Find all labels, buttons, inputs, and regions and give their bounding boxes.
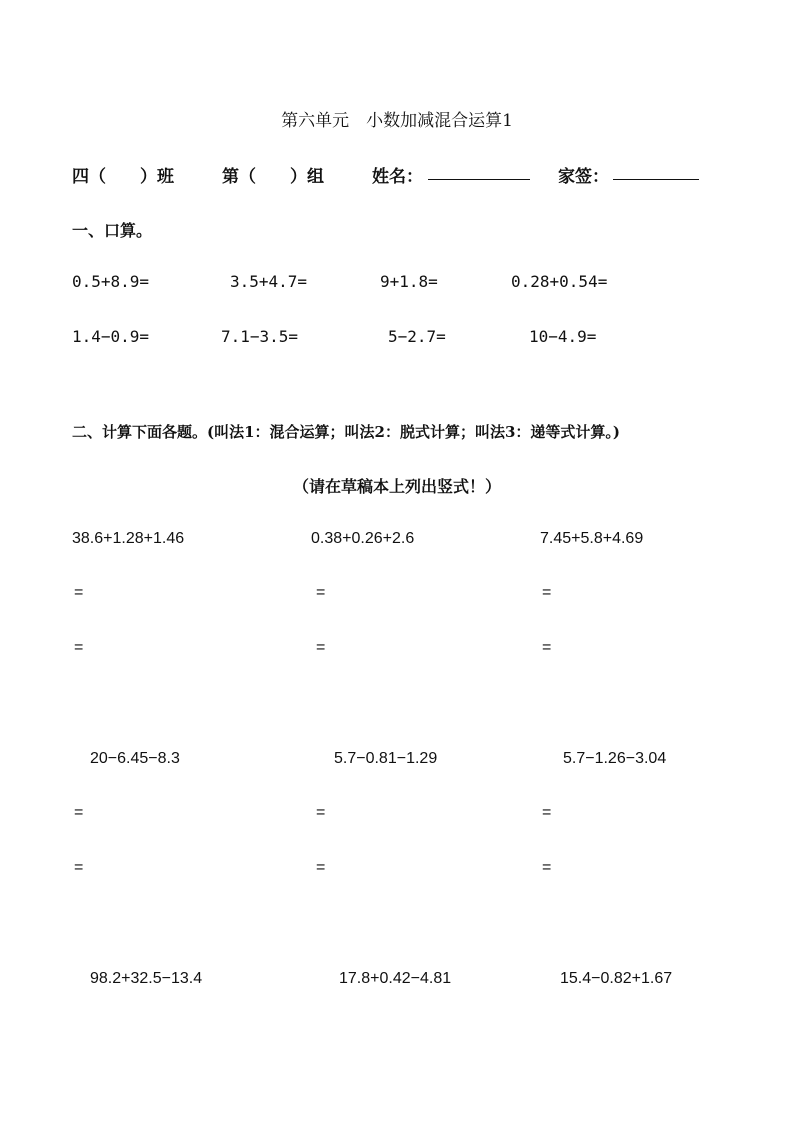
- oral-problem: 0.5+8.9=: [72, 272, 150, 291]
- equals-sign: =: [74, 639, 84, 656]
- oral-problem: 0.28+0.54=: [511, 272, 608, 291]
- equals-sign: =: [542, 859, 552, 876]
- oral-problem: 5−2.7=: [388, 327, 446, 346]
- calc-problem: 15.4−0.82+1.67: [560, 970, 673, 987]
- calc-problem: 38.6+1.28+1.46: [72, 530, 185, 547]
- group-label: 第（ ）组: [222, 167, 324, 187]
- class-label: 四（ ）班: [72, 167, 174, 187]
- name-label: 姓名：: [372, 167, 423, 187]
- page-title: 第六单元 小数加减混合运算1: [281, 111, 513, 131]
- calc-problem: 20−6.45−8.3: [90, 750, 180, 767]
- calc-problem: 98.2+32.5−13.4: [90, 970, 203, 987]
- calc-problem: 0.38+0.26+2.6: [311, 530, 415, 547]
- oral-problem: 9+1.8=: [380, 272, 438, 291]
- section1-heading: 一、口算。: [72, 221, 153, 240]
- calc-problem: 17.8+0.42−4.81: [339, 970, 452, 987]
- oral-problem: 7.1−3.5=: [221, 327, 299, 346]
- section2-heading: 二、计算下面各题。(叫法1：混合运算；叫法2：脱式计算；叫法3：递等式计算。): [72, 423, 621, 441]
- calc-problem: 5.7−1.26−3.04: [563, 750, 667, 767]
- equals-sign: =: [316, 584, 326, 601]
- calc-problem: 7.45+5.8+4.69: [540, 530, 644, 547]
- oral-problem: 10−4.9=: [529, 327, 597, 346]
- equals-sign: =: [74, 859, 84, 876]
- equals-sign: =: [316, 639, 326, 656]
- sign-field[interactable]: [613, 165, 699, 184]
- sign-label: 家签：: [558, 167, 609, 187]
- oral-problem: 1.4−0.9=: [72, 327, 150, 346]
- equals-sign: =: [542, 584, 552, 601]
- equals-sign: =: [316, 804, 326, 821]
- calc-problem: 5.7−0.81−1.29: [334, 750, 438, 767]
- draft-note: （请在草稿本上列出竖式！）: [292, 477, 501, 496]
- name-field[interactable]: [428, 165, 530, 184]
- oral-problem: 3.5+4.7=: [230, 272, 308, 291]
- equals-sign: =: [74, 584, 84, 601]
- equals-sign: =: [542, 639, 552, 656]
- equals-sign: =: [542, 804, 552, 821]
- equals-sign: =: [316, 859, 326, 876]
- equals-sign: =: [74, 804, 84, 821]
